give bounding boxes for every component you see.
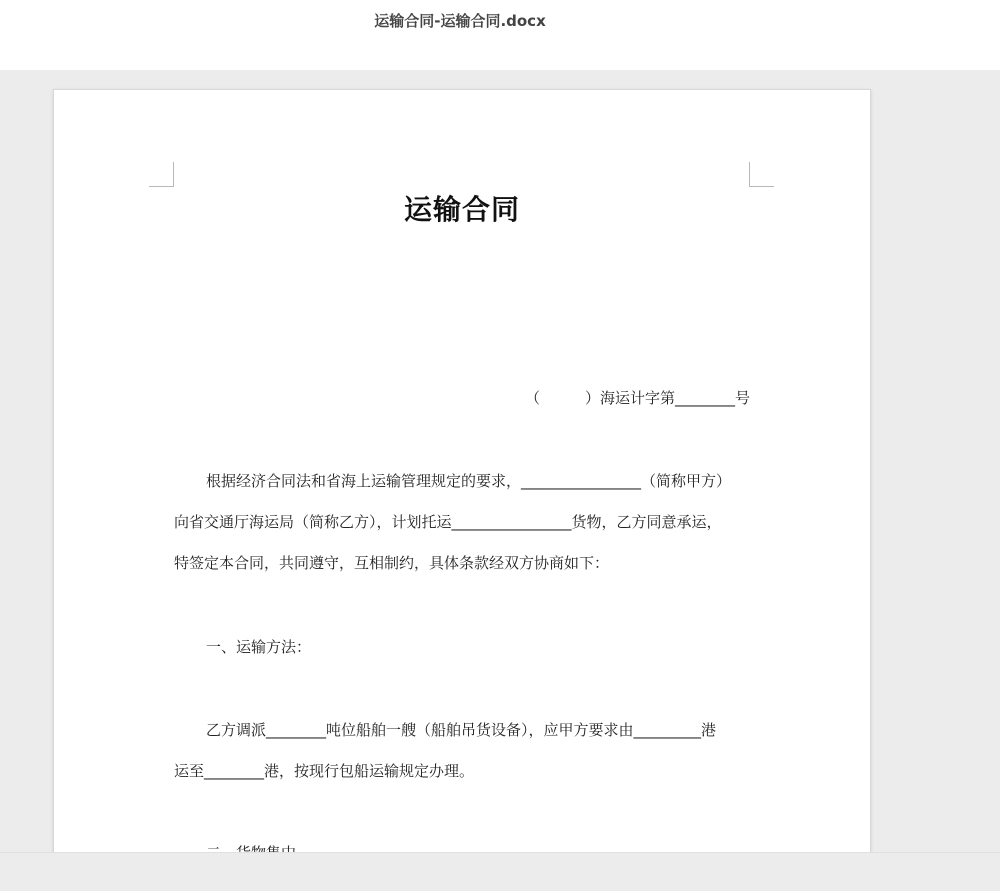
margin-corner-top-right bbox=[749, 162, 774, 187]
section-1-title: 一、运输方法： bbox=[206, 638, 312, 656]
document-page bbox=[53, 89, 871, 891]
horizontal-scroll-area[interactable] bbox=[0, 852, 1000, 891]
intro-paragraph-line-1: 根据经济合同法和省海上运输管理规定的要求，________________（简称甲方） bbox=[206, 472, 732, 490]
margin-corner-top-left bbox=[149, 162, 174, 187]
title-bar bbox=[0, 0, 1000, 70]
intro-paragraph-line-3: 特签定本合同，共同遵守，互相制约，具体条款经双方协商如下： bbox=[174, 554, 610, 572]
document-heading: 运输合同 bbox=[403, 193, 520, 226]
intro-paragraph-line-2: 向省交通厅海运局（简称乙方），计划托运________________货物，乙方同意承运， bbox=[174, 513, 722, 531]
document-title: 运输合同-运输合同.docx bbox=[374, 12, 546, 30]
section-1-line-2: 运至________港，按现行包船运输规定办理。 bbox=[174, 762, 475, 780]
section-1-line-1: 乙方调派________吨位船舶一艘（船舶吊货设备），应甲方要求由_________港 bbox=[206, 721, 717, 739]
document-viewer[interactable] bbox=[0, 70, 1000, 852]
contract-number-line: （ ）海运计字第________号 bbox=[524, 389, 750, 407]
